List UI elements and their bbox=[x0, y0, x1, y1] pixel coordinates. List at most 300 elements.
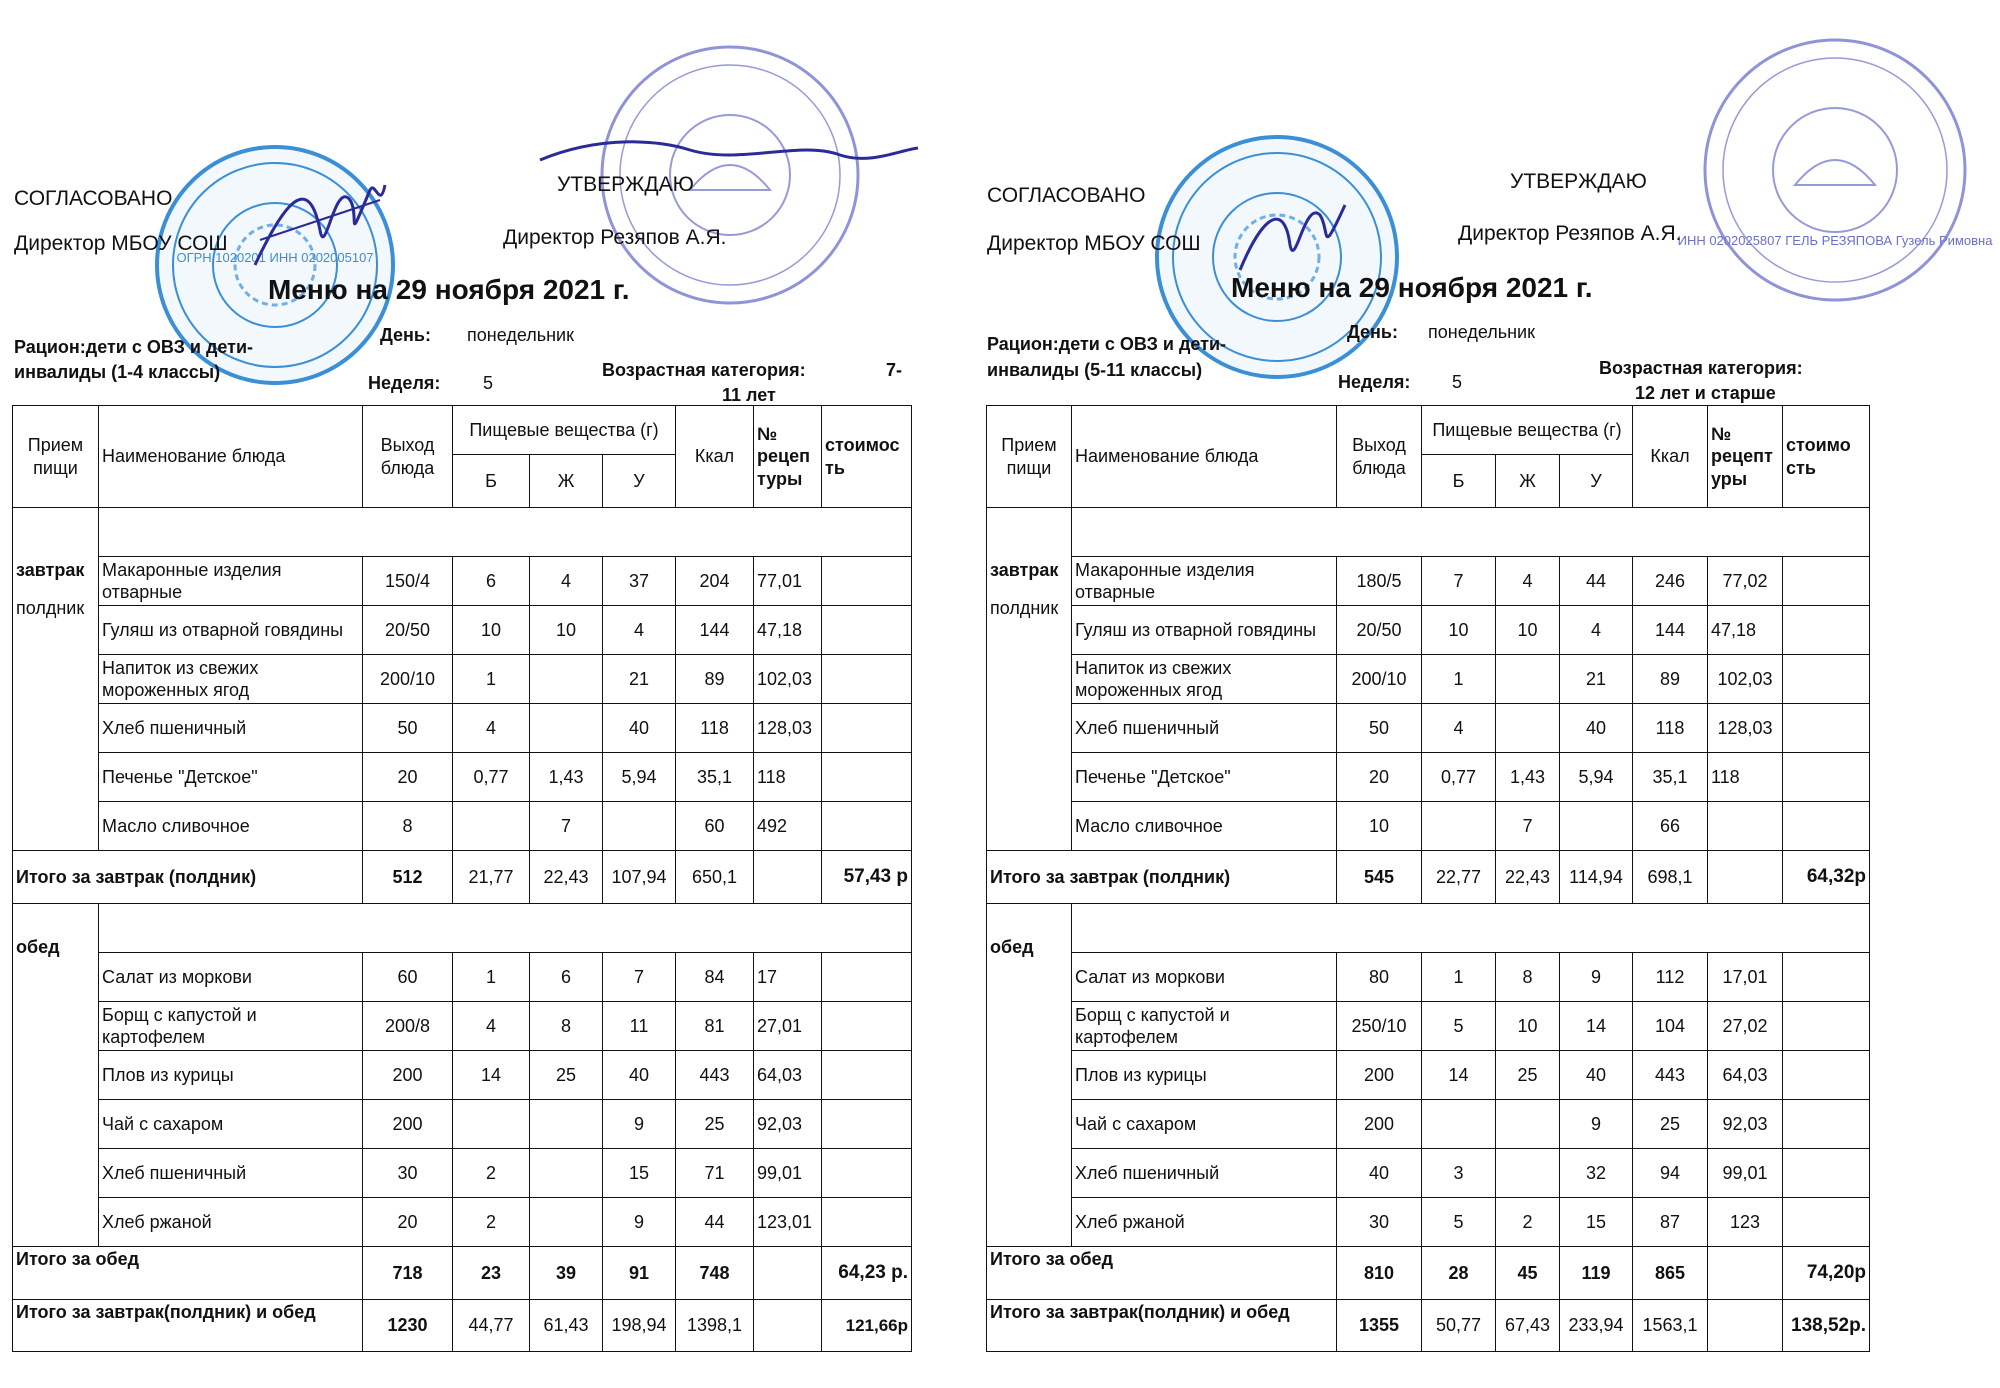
total-cell: 748 bbox=[676, 1247, 754, 1300]
table-row bbox=[13, 802, 912, 851]
table-cell bbox=[453, 1100, 530, 1149]
table-cell: 200/8 bbox=[363, 1002, 453, 1051]
table-cell: Гуляш из отварной говядины bbox=[1072, 606, 1337, 655]
table-row bbox=[13, 1198, 912, 1247]
table-cell: 123 bbox=[1708, 1198, 1783, 1247]
table-cell: 40 bbox=[603, 1051, 676, 1100]
header-b: Б bbox=[1422, 455, 1496, 508]
lunch-spacer-row bbox=[1072, 904, 1870, 953]
table-row bbox=[987, 1100, 1870, 1149]
table-cell: 118 bbox=[676, 704, 754, 753]
table-cell: 64,03 bbox=[754, 1051, 822, 1100]
total-cell: 1230 bbox=[363, 1300, 453, 1352]
table-row bbox=[13, 1100, 912, 1149]
table-cell bbox=[530, 1149, 603, 1198]
total-cell: 107,94 bbox=[603, 851, 676, 904]
total-cell: 45 bbox=[1496, 1247, 1560, 1300]
table-cell: 2 bbox=[1496, 1198, 1560, 1247]
table-cell: 60 bbox=[363, 953, 453, 1002]
breakfast-spacer-row bbox=[99, 508, 912, 557]
table-cell: 2 bbox=[453, 1149, 530, 1198]
director-signature bbox=[250, 170, 390, 280]
approve-director: Директор Резяпов А.Я. bbox=[503, 226, 727, 249]
table-cell: 3 bbox=[1422, 1149, 1496, 1198]
total-cell: 698,1 bbox=[1633, 851, 1708, 904]
table-cell: 40 bbox=[1560, 704, 1633, 753]
table-cell: Напиток из свежих мороженных ягод bbox=[1072, 655, 1337, 704]
table-cell bbox=[1496, 1100, 1560, 1149]
table-cell: 47,18 bbox=[1708, 606, 1783, 655]
table-cell: 84 bbox=[676, 953, 754, 1002]
table-cell: Масло сливочное bbox=[99, 802, 363, 851]
table-cell: Хлеб пшеничный bbox=[99, 704, 363, 753]
table-cell bbox=[1496, 704, 1560, 753]
week-label: Неделя: bbox=[368, 373, 441, 393]
header-yield: Выход блюда bbox=[1337, 406, 1422, 508]
table-cell: 20/50 bbox=[363, 606, 453, 655]
total-cell: 23 bbox=[453, 1247, 530, 1300]
table-cell: 14 bbox=[1422, 1051, 1496, 1100]
table-cell: 112 bbox=[1633, 953, 1708, 1002]
table-cell: 10 bbox=[530, 606, 603, 655]
ration-line-2: инвалиды (5-11 классы) bbox=[987, 360, 1203, 380]
table-cell: Плов из курицы bbox=[1072, 1051, 1337, 1100]
agreed-director: Директор МБОУ СОШ bbox=[987, 232, 1201, 255]
total-cell: 50,77 bbox=[1422, 1300, 1496, 1352]
table-row bbox=[13, 655, 912, 704]
table-row bbox=[987, 606, 1870, 655]
table-cell: 64,03 bbox=[1708, 1051, 1783, 1100]
header-cost: стоимос ть bbox=[822, 406, 912, 508]
total-cell: 865 bbox=[1633, 1247, 1708, 1300]
table-cell: 10 bbox=[1422, 606, 1496, 655]
table-cell: 128,03 bbox=[1708, 704, 1783, 753]
table-cell bbox=[1496, 1149, 1560, 1198]
menu-table bbox=[12, 405, 912, 1352]
ration-line-1: Рацион:дети с ОВЗ и дети- bbox=[987, 334, 1227, 354]
table-cell: 9 bbox=[1560, 1100, 1633, 1149]
table-cell: 25 bbox=[530, 1051, 603, 1100]
table-cell bbox=[822, 655, 912, 704]
ration-line-1: Рацион:дети с ОВЗ и дети- bbox=[14, 337, 254, 357]
snack-label: полдник bbox=[16, 597, 85, 618]
table-cell: 200 bbox=[363, 1100, 453, 1149]
table-cell: 14 bbox=[453, 1051, 530, 1100]
total-cell: 718 bbox=[363, 1247, 453, 1300]
table-cell: 20/50 bbox=[1337, 606, 1422, 655]
header-kcal: Ккал bbox=[676, 406, 754, 508]
table-cell: 20 bbox=[363, 1198, 453, 1247]
lunch-total-row bbox=[987, 1247, 1870, 1300]
table-cell: 492 bbox=[754, 802, 822, 851]
table-cell bbox=[822, 704, 912, 753]
table-cell: 17,01 bbox=[1708, 953, 1783, 1002]
table-cell bbox=[1422, 1100, 1496, 1149]
table-cell: 35,1 bbox=[1633, 753, 1708, 802]
table-cell: 11 bbox=[603, 1002, 676, 1051]
table-cell bbox=[530, 704, 603, 753]
breakfast-cost: 57,43 р bbox=[822, 851, 912, 904]
approve-label: УТВЕРЖДАЮ bbox=[557, 173, 694, 196]
total-cell: 22,77 bbox=[1422, 851, 1496, 904]
table-cell bbox=[1783, 704, 1870, 753]
agreed-label: СОГЛАСОВАНО bbox=[987, 184, 1146, 207]
table-cell: 5 bbox=[1422, 1198, 1496, 1247]
table-row bbox=[987, 953, 1870, 1002]
agreed-label: СОГЛАСОВАНО bbox=[14, 187, 173, 210]
day-value: понедельник bbox=[467, 325, 574, 345]
table-cell bbox=[822, 1149, 912, 1198]
header-u: У bbox=[603, 455, 676, 508]
table-cell: 44 bbox=[1560, 557, 1633, 606]
age-value-b: 11 лет bbox=[722, 385, 776, 405]
total-cell: 91 bbox=[603, 1247, 676, 1300]
total-cell: 22,43 bbox=[530, 851, 603, 904]
table-cell: 102,03 bbox=[754, 655, 822, 704]
total-cell: 119 bbox=[1560, 1247, 1633, 1300]
table-cell: 10 bbox=[453, 606, 530, 655]
total-cell: 22,43 bbox=[1496, 851, 1560, 904]
table-cell: 10 bbox=[1337, 802, 1422, 851]
table-cell: 30 bbox=[363, 1149, 453, 1198]
grand-cost: 121,66р bbox=[822, 1300, 912, 1352]
breakfast-cost: 64,32р bbox=[1783, 851, 1870, 904]
table-cell: 102,03 bbox=[1708, 655, 1783, 704]
total-cell: 1355 bbox=[1337, 1300, 1422, 1352]
director-seal-stamp bbox=[1677, 30, 1993, 310]
table-cell: Борщ с капустой и картофелем bbox=[1072, 1002, 1337, 1051]
agreed-director: Директор МБОУ СОШ bbox=[14, 232, 228, 255]
table-cell: 104 bbox=[1633, 1002, 1708, 1051]
table-cell: Печенье "Детское" bbox=[1072, 753, 1337, 802]
table-cell: 1 bbox=[1422, 655, 1496, 704]
table-cell: Напиток из свежих мороженных ягод bbox=[99, 655, 363, 704]
table-cell: Салат из моркови bbox=[99, 953, 363, 1002]
table-cell bbox=[1783, 1100, 1870, 1149]
header-recipe: № рецеп туры bbox=[754, 406, 822, 508]
table-cell: Гуляш из отварной говядины bbox=[99, 606, 363, 655]
week-value: 5 bbox=[483, 373, 494, 393]
table-row bbox=[13, 557, 912, 606]
lunch-meal-cell bbox=[987, 904, 1072, 1247]
table-row bbox=[987, 1051, 1870, 1100]
age-label: Возрастная категория: bbox=[1599, 358, 1803, 378]
table-cell: 144 bbox=[676, 606, 754, 655]
table-row bbox=[13, 606, 912, 655]
total-cell: 39 bbox=[530, 1247, 603, 1300]
table-cell bbox=[822, 1051, 912, 1100]
table-cell: 89 bbox=[676, 655, 754, 704]
table-cell bbox=[822, 953, 912, 1002]
table-cell: 4 bbox=[530, 557, 603, 606]
table-row bbox=[987, 802, 1870, 851]
table-cell bbox=[1422, 802, 1496, 851]
table-cell: 20 bbox=[363, 753, 453, 802]
table-cell: 37 bbox=[603, 557, 676, 606]
table-row bbox=[13, 1149, 912, 1198]
table-cell: 10 bbox=[1496, 606, 1560, 655]
header-meal: Прием пищи bbox=[987, 406, 1072, 508]
lunch-cost: 74,20р bbox=[1783, 1247, 1870, 1300]
table-cell: 7 bbox=[1496, 802, 1560, 851]
total-cell bbox=[1708, 1300, 1783, 1352]
age-label: Возрастная категория: bbox=[602, 360, 806, 380]
total-cell bbox=[754, 851, 822, 904]
table-cell: 92,03 bbox=[754, 1100, 822, 1149]
table-cell: 14 bbox=[1560, 1002, 1633, 1051]
table-cell: Хлеб ржаной bbox=[1072, 1198, 1337, 1247]
table-cell: 144 bbox=[1633, 606, 1708, 655]
header-u: У bbox=[1560, 455, 1633, 508]
table-cell bbox=[822, 802, 912, 851]
table-cell: 443 bbox=[1633, 1051, 1708, 1100]
director-seal-text: ИНН 0202025807 ГЕЛЬ РЕЗЯПОВА Гузель Римовна bbox=[1677, 233, 1993, 248]
header-dish: Наименование блюда bbox=[99, 406, 363, 508]
header-dish: Наименование блюда bbox=[1072, 406, 1337, 508]
table-cell: 4 bbox=[603, 606, 676, 655]
header-b: Б bbox=[453, 455, 530, 508]
total-cell: Итого за обед bbox=[13, 1247, 363, 1300]
table-cell: 9 bbox=[603, 1100, 676, 1149]
table-cell: 200/10 bbox=[1337, 655, 1422, 704]
table-cell: Печенье "Детское" bbox=[99, 753, 363, 802]
table-row bbox=[13, 1002, 912, 1051]
table-cell: 9 bbox=[1560, 953, 1633, 1002]
total-cell: 44,77 bbox=[453, 1300, 530, 1352]
table-cell bbox=[1783, 1051, 1870, 1100]
total-cell: 61,43 bbox=[530, 1300, 603, 1352]
table-row bbox=[987, 1198, 1870, 1247]
table-cell: 118 bbox=[1633, 704, 1708, 753]
table-cell: 250/10 bbox=[1337, 1002, 1422, 1051]
director-signature bbox=[1235, 190, 1355, 280]
table-cell: 200 bbox=[1337, 1051, 1422, 1100]
lunch-meal-cell bbox=[13, 904, 99, 1247]
table-cell bbox=[530, 1100, 603, 1149]
table-row bbox=[13, 753, 912, 802]
table-row bbox=[987, 753, 1870, 802]
breakfast-label: завтрак bbox=[990, 560, 1059, 580]
table-cell: 7 bbox=[530, 802, 603, 851]
total-cell: 233,94 bbox=[1560, 1300, 1633, 1352]
table-cell: 99,01 bbox=[1708, 1149, 1783, 1198]
total-cell: 198,94 bbox=[603, 1300, 676, 1352]
table-cell: Чай с сахаром bbox=[99, 1100, 363, 1149]
table-cell: 6 bbox=[530, 953, 603, 1002]
table-cell: 128,03 bbox=[754, 704, 822, 753]
table-cell: Макаронные изделия отварные bbox=[99, 557, 363, 606]
table-cell: Хлеб ржаной bbox=[99, 1198, 363, 1247]
table-cell: 123,01 bbox=[754, 1198, 822, 1247]
table-cell: 32 bbox=[1560, 1149, 1633, 1198]
table-cell: 40 bbox=[1560, 1051, 1633, 1100]
header-zh: Ж bbox=[530, 455, 603, 508]
total-cell: 21,77 bbox=[453, 851, 530, 904]
total-cell: Итого за завтрак(полдник) и обед bbox=[987, 1300, 1337, 1352]
table-cell bbox=[530, 655, 603, 704]
table-cell: 4 bbox=[1422, 704, 1496, 753]
table-cell: 81 bbox=[676, 1002, 754, 1051]
ration-line-2: инвалиды (1-4 классы) bbox=[14, 362, 221, 382]
table-cell: 20 bbox=[1337, 753, 1422, 802]
table-cell: 4 bbox=[453, 704, 530, 753]
header-yield: Выход блюда bbox=[363, 406, 453, 508]
table-cell: 27,01 bbox=[754, 1002, 822, 1051]
breakfast-meal-cell bbox=[987, 508, 1072, 851]
age-value-a: 7- bbox=[886, 360, 903, 380]
table-cell: 10 bbox=[1496, 1002, 1560, 1051]
table-cell: 1 bbox=[453, 655, 530, 704]
lunch-total-row bbox=[13, 1247, 912, 1300]
menu-sheet-5-11 bbox=[975, 0, 1993, 1388]
week-value: 5 bbox=[1452, 372, 1463, 392]
table-cell: Масло сливочное bbox=[1072, 802, 1337, 851]
day-label: День: bbox=[1347, 322, 1398, 342]
snack-label: полдник bbox=[990, 597, 1059, 618]
school-seal-text: ОГРН 1020201 ИНН 0202005107 bbox=[176, 250, 374, 265]
table-cell: 47,18 bbox=[754, 606, 822, 655]
table-cell bbox=[822, 557, 912, 606]
table-cell bbox=[1708, 802, 1783, 851]
grand-total-row bbox=[13, 1300, 912, 1352]
table-cell: 50 bbox=[1337, 704, 1422, 753]
table-cell bbox=[822, 1002, 912, 1051]
table-cell: 87 bbox=[1633, 1198, 1708, 1247]
lunch-label: обед bbox=[990, 937, 1034, 957]
table-row bbox=[13, 704, 912, 753]
table-row bbox=[987, 704, 1870, 753]
header-recipe: № рецепт уры bbox=[1708, 406, 1783, 508]
table-cell: Хлеб пшеничный bbox=[99, 1149, 363, 1198]
lunch-spacer-row bbox=[99, 904, 912, 953]
table-cell: 17 bbox=[754, 953, 822, 1002]
table-cell: 8 bbox=[363, 802, 453, 851]
table-cell: 5,94 bbox=[1560, 753, 1633, 802]
table-cell: 200/10 bbox=[363, 655, 453, 704]
header-nutrients: Пищевые вещества (г) bbox=[1422, 406, 1633, 455]
table-cell: 25 bbox=[1496, 1051, 1560, 1100]
table-cell bbox=[1783, 557, 1870, 606]
total-cell: 650,1 bbox=[676, 851, 754, 904]
table-cell: 25 bbox=[676, 1100, 754, 1149]
table-cell: 21 bbox=[1560, 655, 1633, 704]
total-cell: Итого за завтрак (полдник) bbox=[987, 851, 1337, 904]
table-cell: 94 bbox=[1633, 1149, 1708, 1198]
lunch-label: обед bbox=[16, 937, 60, 957]
breakfast-label: завтрак bbox=[16, 560, 85, 580]
total-cell: Итого за обед bbox=[987, 1247, 1337, 1300]
table-cell: 246 bbox=[1633, 557, 1708, 606]
table-cell bbox=[822, 753, 912, 802]
header-zh: Ж bbox=[1496, 455, 1560, 508]
table-cell: 30 bbox=[1337, 1198, 1422, 1247]
table-cell: Хлеб пшеничный bbox=[1072, 704, 1337, 753]
table-cell: 6 bbox=[453, 557, 530, 606]
menu-title: Меню на 29 ноября 2021 г. bbox=[1231, 272, 1593, 303]
table-cell: 71 bbox=[676, 1149, 754, 1198]
table-cell: 180/5 bbox=[1337, 557, 1422, 606]
table-cell: Макаронные изделия отварные bbox=[1072, 557, 1337, 606]
total-cell: 545 bbox=[1337, 851, 1422, 904]
total-cell: Итого за завтрак(полдник) и обед bbox=[13, 1300, 363, 1352]
total-cell: 512 bbox=[363, 851, 453, 904]
menu-sheet-1-4 bbox=[0, 0, 980, 1388]
age-value-b: 12 лет и старше bbox=[1635, 383, 1776, 403]
table-cell: 99,01 bbox=[754, 1149, 822, 1198]
table-cell: 118 bbox=[1708, 753, 1783, 802]
table-cell: 77,02 bbox=[1708, 557, 1783, 606]
table-cell bbox=[822, 606, 912, 655]
header-meal: Прием пищи bbox=[13, 406, 99, 508]
approve-label: УТВЕРЖДАЮ bbox=[1510, 170, 1647, 193]
approve-director: Директор Резяпов А.Я. bbox=[1458, 222, 1682, 245]
table-cell: 5,94 bbox=[603, 753, 676, 802]
table-cell: Чай с сахаром bbox=[1072, 1100, 1337, 1149]
table-cell: 1 bbox=[1422, 953, 1496, 1002]
table-cell bbox=[1783, 606, 1870, 655]
table-cell bbox=[822, 1100, 912, 1149]
table-cell: 204 bbox=[676, 557, 754, 606]
table-cell: 200 bbox=[1337, 1100, 1422, 1149]
table-row bbox=[13, 1051, 912, 1100]
grand-total-row bbox=[987, 1300, 1870, 1352]
table-cell bbox=[822, 1198, 912, 1247]
menu-table bbox=[986, 405, 1870, 1352]
table-cell: 8 bbox=[530, 1002, 603, 1051]
table-cell: Хлеб пшеничный bbox=[1072, 1149, 1337, 1198]
total-cell: Итого за завтрак (полдник) bbox=[13, 851, 363, 904]
table-cell: 5 bbox=[1422, 1002, 1496, 1051]
header-cost: стоимо сть bbox=[1783, 406, 1870, 508]
total-cell: 114,94 bbox=[1560, 851, 1633, 904]
table-cell bbox=[1783, 655, 1870, 704]
table-cell: 9 bbox=[603, 1198, 676, 1247]
table-cell: 15 bbox=[603, 1149, 676, 1198]
table-cell: 4 bbox=[1560, 606, 1633, 655]
table-cell: 50 bbox=[363, 704, 453, 753]
table-cell bbox=[530, 1198, 603, 1247]
table-cell: 25 bbox=[1633, 1100, 1708, 1149]
table-cell: 77,01 bbox=[754, 557, 822, 606]
table-cell: 7 bbox=[603, 953, 676, 1002]
table-cell: Борщ с капустой и картофелем bbox=[99, 1002, 363, 1051]
week-label: Неделя: bbox=[1338, 372, 1411, 392]
table-cell: 40 bbox=[1337, 1149, 1422, 1198]
table-cell: 89 bbox=[1633, 655, 1708, 704]
table-cell: 92,03 bbox=[1708, 1100, 1783, 1149]
table-cell: 4 bbox=[453, 1002, 530, 1051]
grand-cost: 138,52р. bbox=[1783, 1300, 1870, 1352]
total-cell: 1563,1 bbox=[1633, 1300, 1708, 1352]
table-cell bbox=[1496, 655, 1560, 704]
table-cell bbox=[1560, 802, 1633, 851]
breakfast-meal-cell bbox=[13, 508, 99, 851]
table-cell: Салат из моркови bbox=[1072, 953, 1337, 1002]
table-cell: 0,77 bbox=[453, 753, 530, 802]
table-cell: 44 bbox=[676, 1198, 754, 1247]
total-cell bbox=[754, 1300, 822, 1352]
table-cell bbox=[1783, 802, 1870, 851]
breakfast-total-row bbox=[13, 851, 912, 904]
table-row bbox=[987, 655, 1870, 704]
table-row bbox=[987, 1002, 1870, 1051]
table-cell: 1,43 bbox=[530, 753, 603, 802]
table-cell bbox=[1783, 1198, 1870, 1247]
table-cell: 2 bbox=[453, 1198, 530, 1247]
table-cell bbox=[1783, 1002, 1870, 1051]
table-cell: 35,1 bbox=[676, 753, 754, 802]
total-cell: 1398,1 bbox=[676, 1300, 754, 1352]
